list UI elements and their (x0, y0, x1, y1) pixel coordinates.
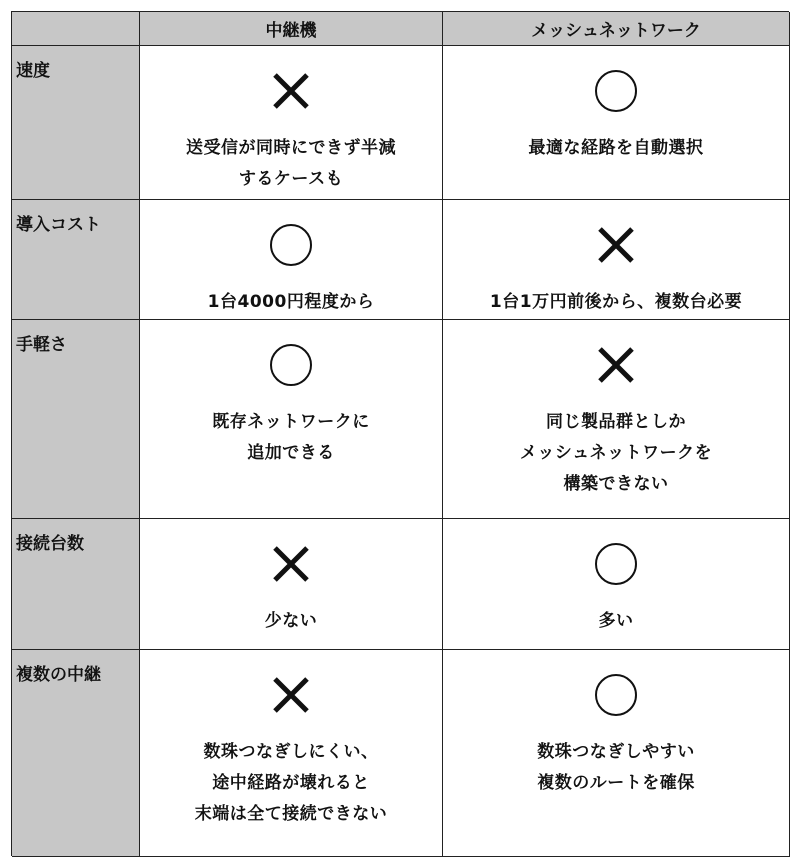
comparison-table (11, 11, 789, 856)
cell-text: 1台1万円前後から、複数台必要 (489, 292, 743, 312)
circle-mark-icon (269, 223, 313, 267)
cross-mark-shape (269, 542, 313, 586)
cell-text: 既存ネットワークに 追加できる (212, 412, 370, 463)
cross-mark-icon (269, 673, 313, 717)
header-corner (12, 12, 140, 46)
cell-ease-mesh (443, 320, 790, 519)
circle-mark-shape (269, 223, 313, 267)
column-header-relay: 中継機 (140, 12, 443, 46)
row-label-multi-relay: 複数の中継 (12, 650, 140, 857)
cross-mark-shape (269, 69, 313, 113)
circle-mark-shape (594, 69, 638, 113)
circle-mark-icon (594, 542, 638, 586)
circle-mark-shape (594, 673, 638, 717)
cross-mark-shape (594, 223, 638, 267)
cell-text: 1台4000円程度から (207, 292, 375, 312)
circle-mark-icon (269, 343, 313, 387)
cell-text: 数珠つなぎしにくい、 途中経路が壊れると 末端は全て接続できない (194, 742, 388, 824)
cell-speed-relay (140, 46, 443, 200)
row-label-speed: 速度 (12, 46, 140, 200)
cell-text: 数珠つなぎしやすい 複数のルートを確保 (537, 742, 695, 793)
cell-speed-mesh (443, 46, 790, 200)
cross-mark-icon (269, 542, 313, 586)
cell-text: 送受信が同時にできず半減 するケースも (186, 138, 396, 189)
cell-connections-mesh (443, 519, 790, 650)
cell-multi-relay-relay (140, 650, 443, 857)
circle-mark-icon (594, 673, 638, 717)
cell-text: 同じ製品群としか メッシュネットワークを 構築できない (519, 412, 713, 494)
cell-multi-relay-mesh (443, 650, 790, 857)
row-label-ease: 手軽さ (12, 320, 140, 519)
cell-ease-relay (140, 320, 443, 519)
cross-mark-icon (594, 223, 638, 267)
cross-mark-shape (269, 673, 313, 717)
cell-text: 多い (598, 611, 634, 631)
row-label-cost: 導入コスト (12, 200, 140, 320)
cell-cost-relay (140, 200, 443, 320)
cell-connections-relay (140, 519, 443, 650)
cell-text: 最適な経路を自動選択 (528, 138, 704, 158)
circle-mark-shape (269, 343, 313, 387)
circle-mark-icon (594, 69, 638, 113)
column-header-mesh: メッシュネットワーク (443, 12, 790, 46)
cross-mark-icon (269, 69, 313, 113)
circle-mark-shape (594, 542, 638, 586)
cross-mark-icon (594, 343, 638, 387)
row-label-connections: 接続台数 (12, 519, 140, 650)
cell-cost-mesh (443, 200, 790, 320)
cell-text: 少ない (264, 611, 318, 631)
cross-mark-shape (594, 343, 638, 387)
